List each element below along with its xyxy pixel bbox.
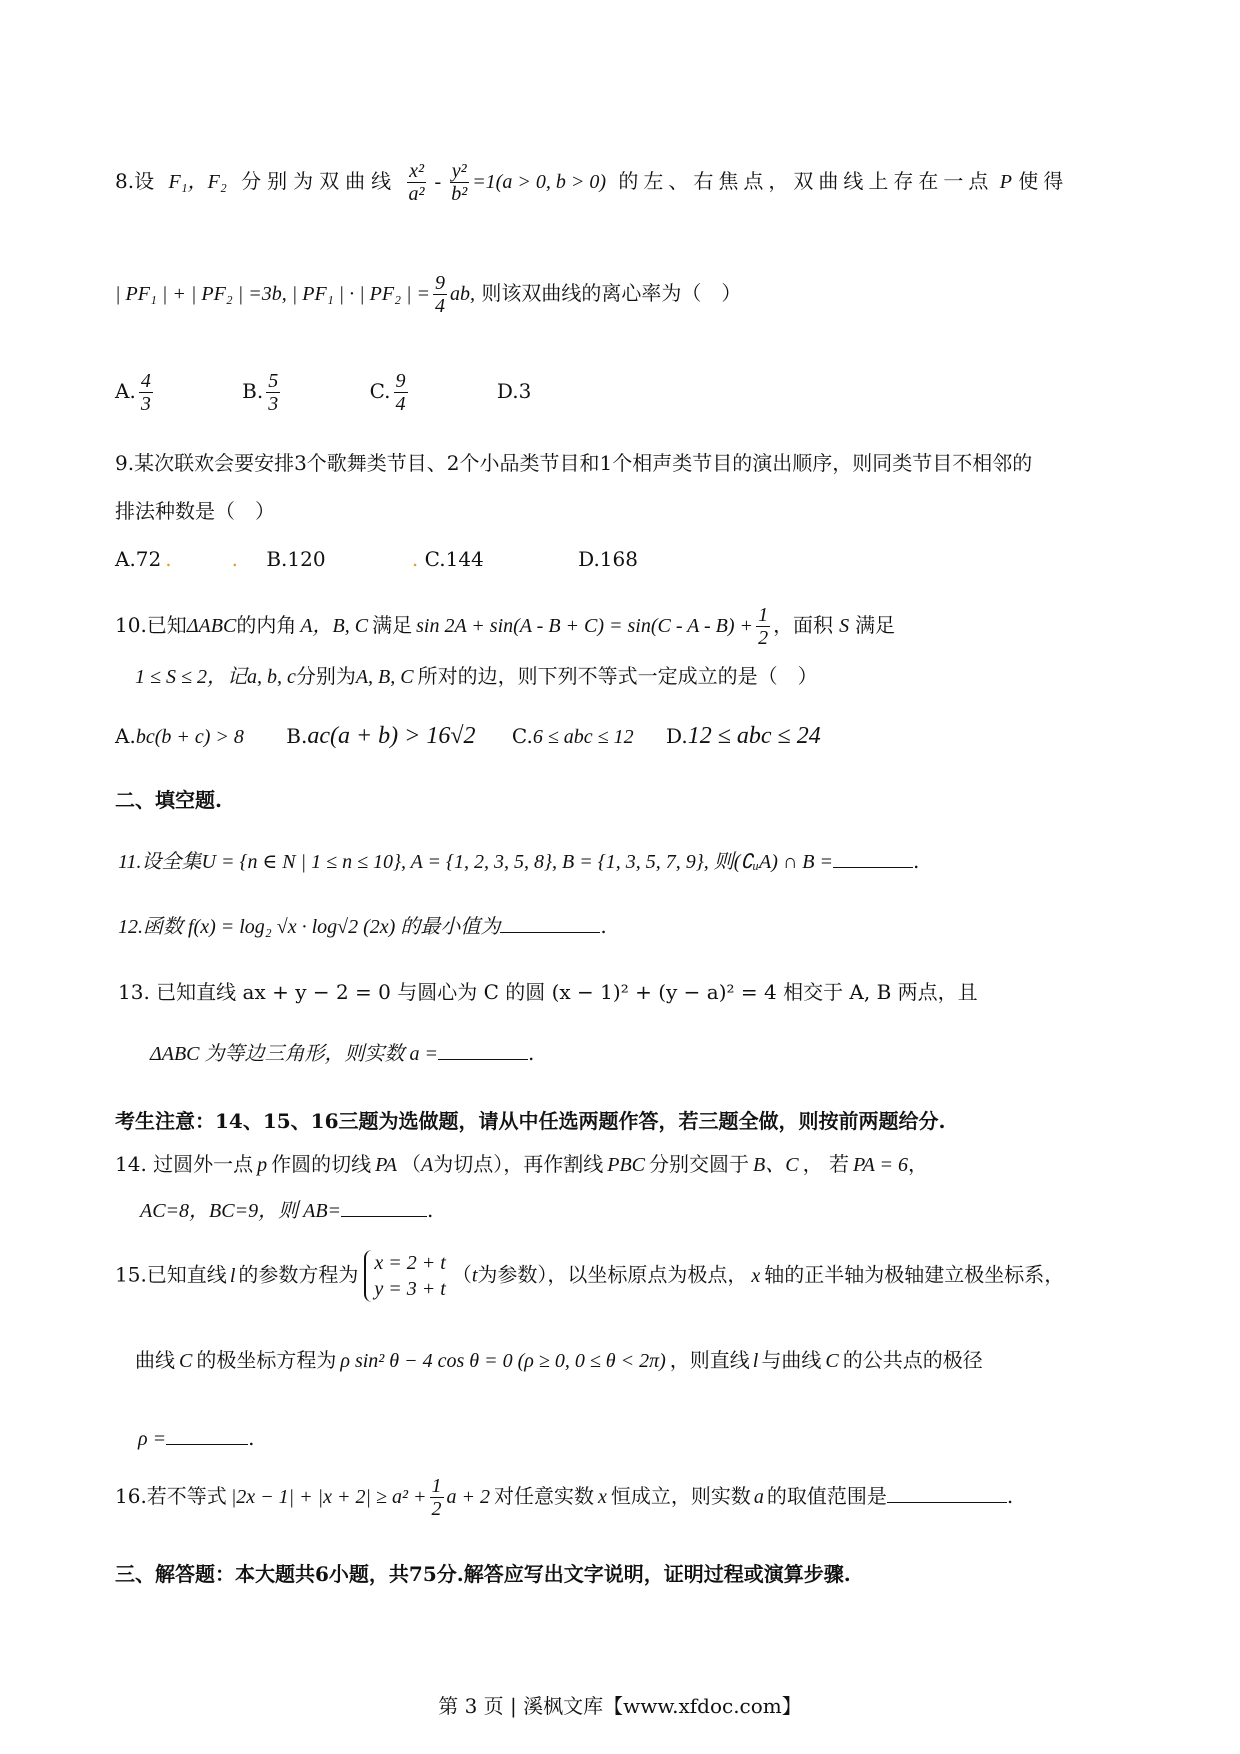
- q13-blank: [438, 1037, 528, 1060]
- q16-blank: [887, 1480, 1007, 1503]
- page-footer: 第 3 页 | 溪枫文库【www.xfdoc.com】: [438, 1694, 802, 1718]
- q10-options: [115, 722, 1130, 751]
- q9-option-b: B.120: [266, 547, 326, 571]
- q12: 12.函数 f(x) = log₂ √x · log√2 (2x) 的最小值为 .: [118, 910, 1130, 941]
- q8-option-c: C. $\frac{9}{4}$: [369, 370, 406, 415]
- q8-question: 则该双曲线的离心率为（ ）: [481, 281, 742, 305]
- q9-option-a: A.72: [115, 547, 162, 571]
- q9-options: A.72 . . B.120 . C.144 D.168: [115, 547, 638, 571]
- q8-text3: 使得: [1018, 169, 1069, 193]
- q11-blank: [833, 845, 913, 868]
- q8-frac-9-4: $\frac{9}{4}$: [435, 272, 446, 317]
- q14-line1: 14. 过圆外一点 p 作圆的切线 PA （A为切点），再作割线 PBC 分别交圆于 B、C ， 若 PA = 6，: [115, 1152, 928, 1176]
- q8-option-b: B. $\frac{5}{3}$: [242, 370, 279, 415]
- q8-option-d: D.3: [496, 379, 532, 403]
- section-3-heading: 三、解答题：本大题共6小题，共75分.解答应写出文字说明，证明过程或演算步骤.: [115, 1562, 851, 1586]
- notice: 考生注意：14、15、16三题为选做题，请从中任选两题作答，若三题全做，则按前两题给分.: [115, 1109, 946, 1133]
- q11: 11.设全集U = {n ∈ N | 1 ≤ n ≤ 10}, A = {1, 2, 3, 5, 8}, B = {1, 3, 5, 7, 9}, 则(∁ᵤA) ∩ B = .: [118, 845, 1130, 876]
- q10-triangle: ΔABC: [186, 615, 237, 637]
- q16: 16.若不等式 |2x − 1| + |x + 2| ≥ a² + $\frac{1}{2}$ a + 2 对任意实数 x 恒成立，则实数 a 的取值范围是 .: [115, 1475, 1014, 1520]
- q9-option-c: C.144: [424, 547, 484, 571]
- q8-text: 分别为双曲线: [241, 169, 398, 193]
- q8-number: 8.设: [115, 169, 155, 193]
- q10-option-d: D.12 ≤ abc ≤ 24: [666, 723, 821, 749]
- q14-line2: AC=8，BC=9，则 AB= .: [140, 1194, 1130, 1225]
- q10-line1: 10.已知ΔABC的内角 A，B, C 满足 sin 2A + sin(A - B + C) = sin(C - A - B) + $\frac{1}{2}$ ，面积 S 满足: [115, 604, 896, 649]
- q8-text2: 的左、右焦点，双曲线上存在一点: [618, 169, 994, 193]
- q15-line1: 15.已知直线 l 的参数方程为 x = 2 + t y = 3 + t （t为参数），以坐标原点为极点， x 轴的正半轴为极轴建立极坐标系，: [115, 1252, 1065, 1300]
- q8-line2: | PF₁ | + | PF₂ | =3b, | PF₁ | · | PF₂ | = $\frac{9}{4}$ ab, 则该双曲线的离心率为（ ）: [115, 272, 742, 317]
- q10-option-b: B.ac(a + b) > 16√2: [286, 723, 476, 749]
- q16-frac-half: $\frac{1}{2}$: [431, 1475, 442, 1520]
- q9-option-d: D.168: [578, 547, 638, 571]
- section-2-heading: 二、填空题.: [115, 788, 222, 812]
- q10-option-c: C.6 ≤ abc ≤ 12: [511, 724, 634, 748]
- q8-frac-x: $\frac{\text{x²}}{\text{a²}}$: [408, 160, 425, 205]
- q8-point-p: P: [999, 171, 1012, 193]
- q15-blank: [166, 1422, 248, 1445]
- q10-frac-half: $\frac{1}{2}$: [758, 604, 769, 649]
- q8-foci: F₁，F₂: [168, 171, 227, 193]
- q9-line1: 9.某次联欢会要安排3个歌舞类节目、2个小品类节目和1个相声类节目的演出顺序，则同类节目不相邻的: [115, 451, 1033, 475]
- q8-frac-y: $\frac{\text{y²}}{\text{b²}}$: [451, 160, 468, 205]
- q15-system: x = 2 + t y = 3 + t: [364, 1250, 445, 1302]
- q13-line1: 13. 已知直线 ax + y − 2 = 0 与圆心为 C 的圆 (x − 1)² + (y − a)² = 4 相交于 A, B 两点，且: [118, 980, 978, 1004]
- q15-line3: ρ = .: [138, 1422, 1130, 1453]
- q10-option-a: A.bc(b + c) > 8: [115, 724, 244, 748]
- q10-equation: sin 2A + sin(A - B + C) = sin(C - A - B) +: [416, 615, 754, 637]
- q9-line2: 排法种数是（ ）: [115, 499, 275, 523]
- q12-blank: [500, 910, 600, 933]
- q14-blank: [341, 1194, 427, 1217]
- q8-line1: 8.设 F₁，F₂ 分别为双曲线 $\frac{\text{x²}}{\text{a²}}$ - $\frac{\text{y²}}{\text{b²}}$ =1(a > 0, b > 0) 的左、右焦点，双曲线上存在一点 P 使得: [115, 160, 1069, 205]
- q15-polar-equation: ρ sin² θ − 4 cos θ = 0 (ρ ≥ 0, 0 ≤ θ < 2π): [340, 1350, 666, 1372]
- q8-condition2: | PF₁ | + | PF₂ | =3b, | PF₁ | · | PF₂ | =: [115, 283, 431, 305]
- q8-options: [115, 370, 1130, 415]
- q8-condition: =1(a > 0, b > 0): [472, 171, 606, 193]
- q8-option-a: A. $\frac{4}{3}$: [115, 370, 151, 415]
- q15-line2: 曲线 C 的极坐标方程为 ρ sin² θ − 4 cos θ = 0 (ρ ≥ 0, 0 ≤ θ < 2π) ，则直线 l 与曲线 C 的公共点的极径: [135, 1348, 983, 1372]
- q10-line2: 1 ≤ S ≤ 2，记a, b, c分别为A, B, C 所对的边，则下列不等式一定成立的是（ ）: [135, 664, 818, 688]
- q13-line2: ΔABC 为等边三角形，则实数 a = .: [150, 1037, 1130, 1068]
